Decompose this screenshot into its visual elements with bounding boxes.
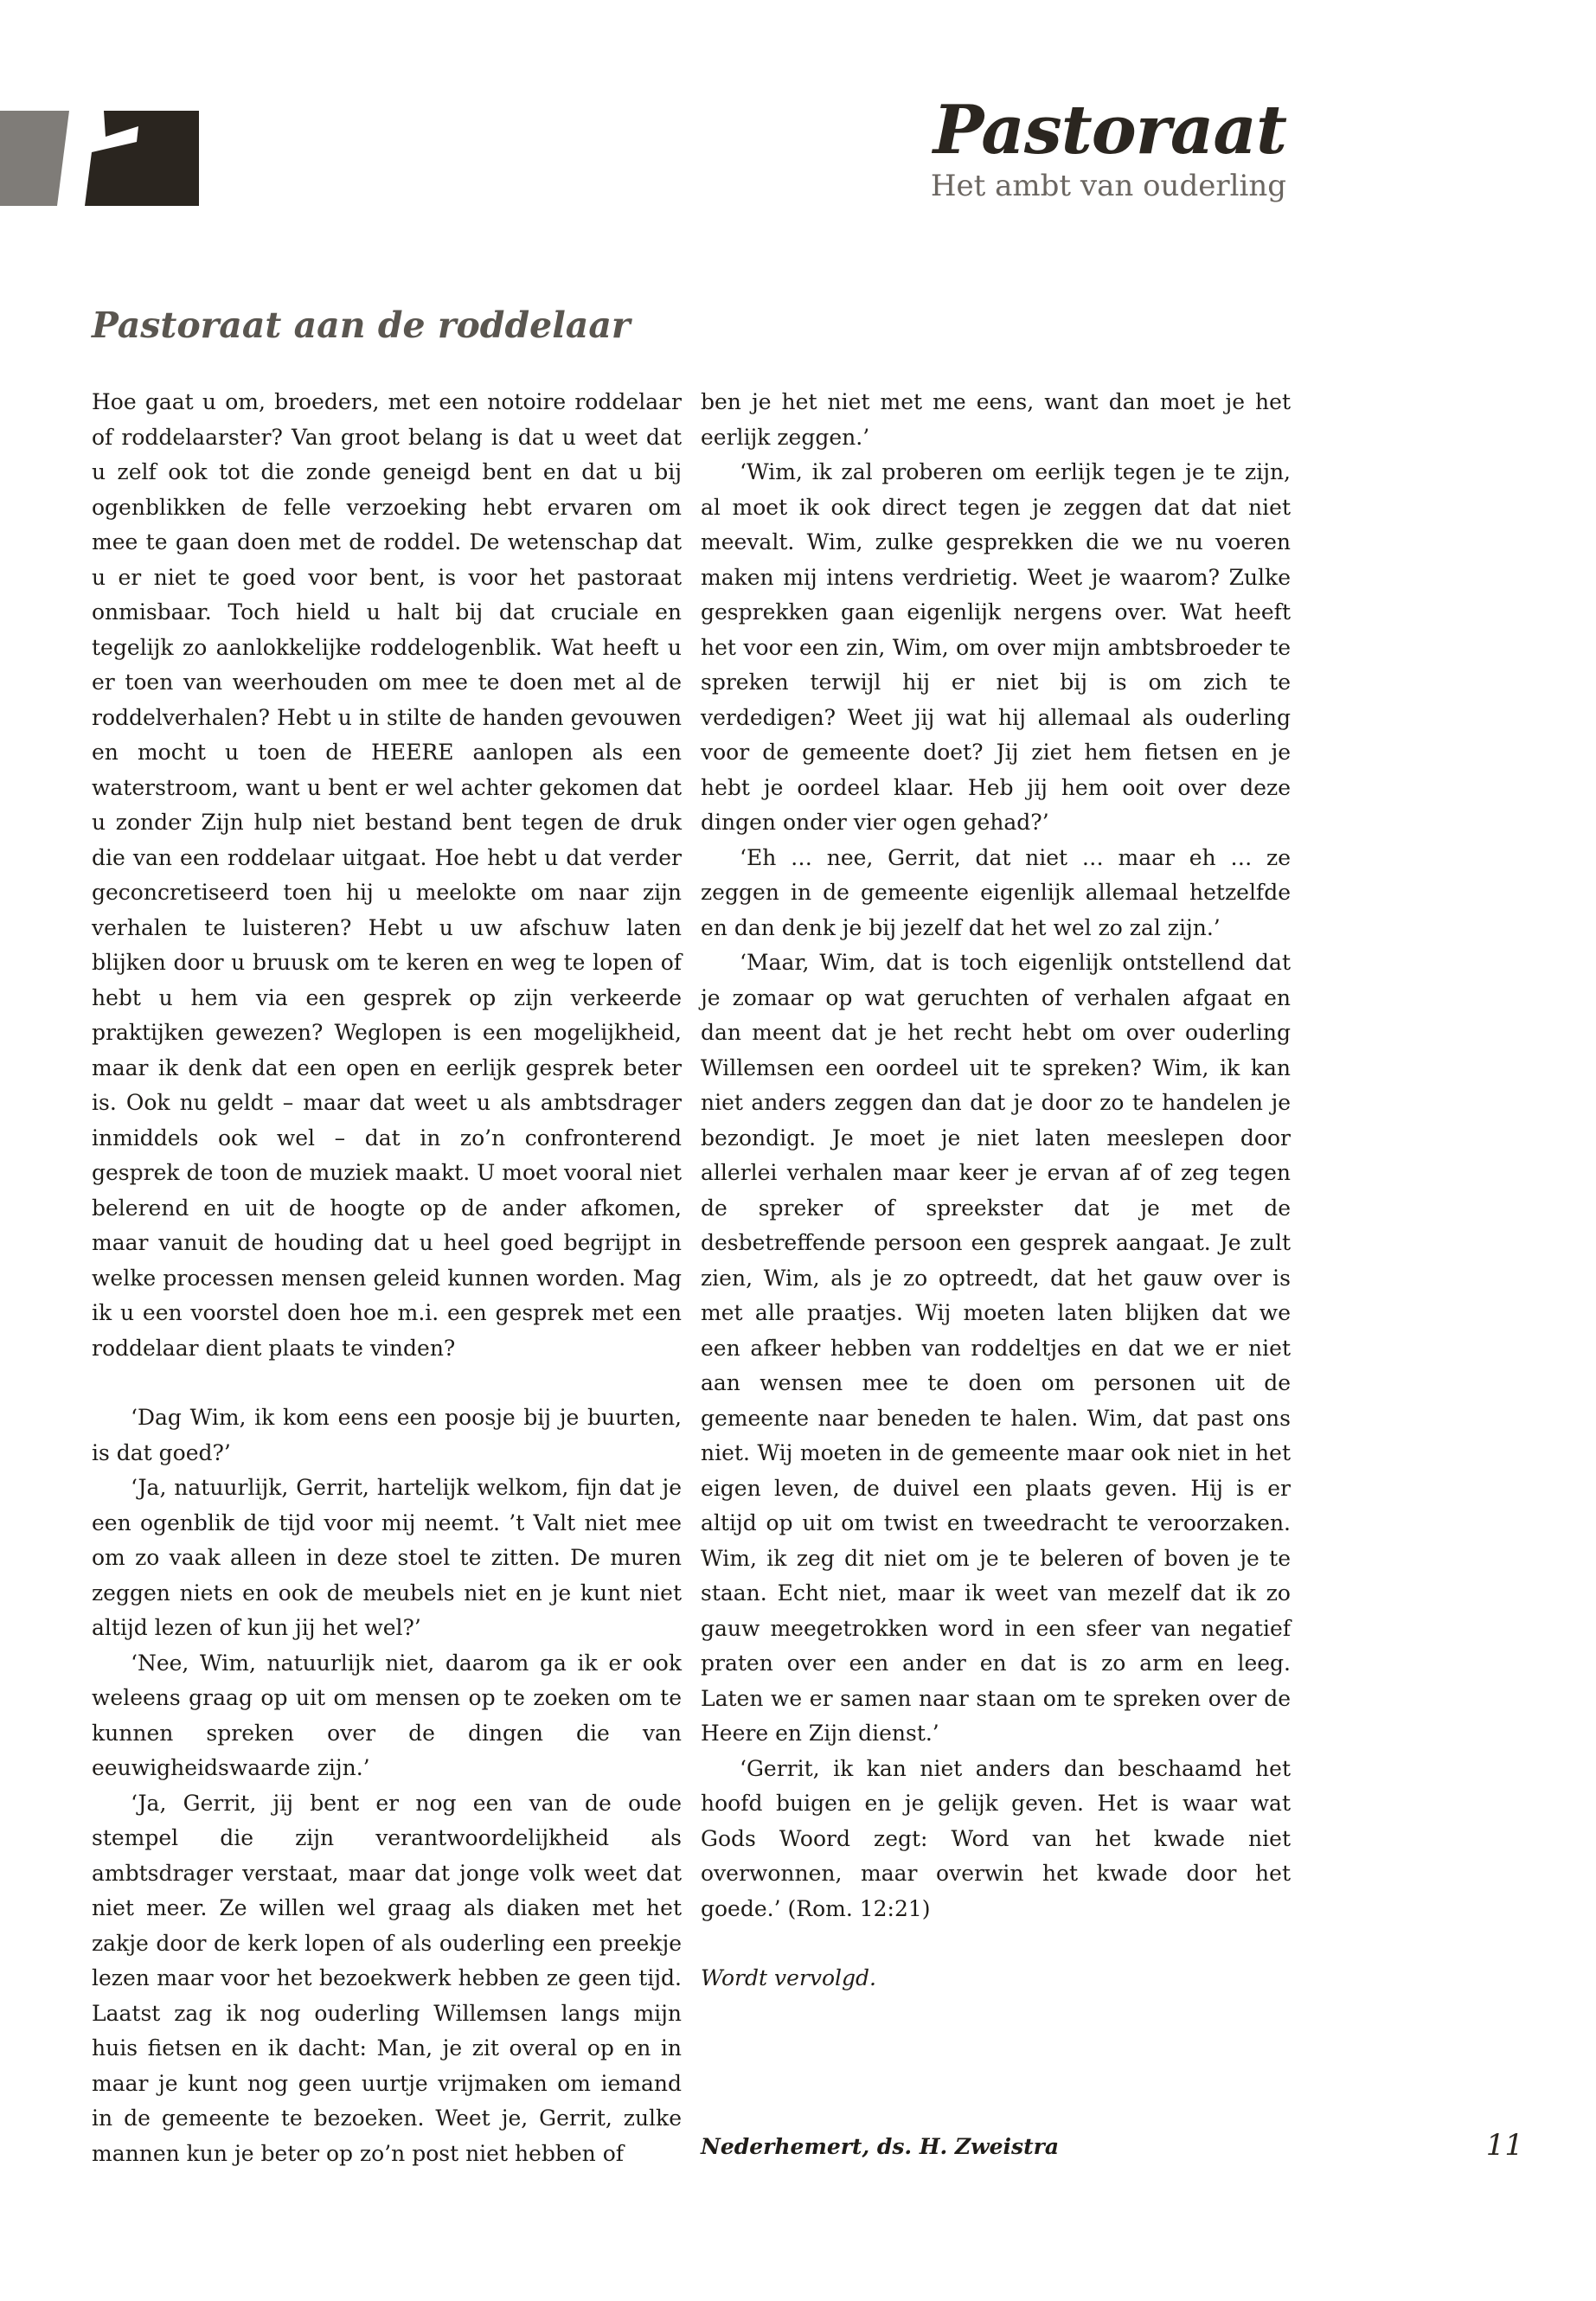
- to-be-continued-note: Wordt vervolgd.: [701, 1965, 876, 1990]
- article-column-right: [701, 385, 1291, 1997]
- paragraph: ‘Nee, Wim, natuurlijk niet, daarom ga ik er ook weleens graag op uit om mensen op te zoeken om te kunnen spreken over de dingen die van eeuwigheidswaarde zijn.’: [92, 1650, 682, 1780]
- paragraph: ‘Wim, ik zal proberen om eerlijk tegen je te zijn, al moet ik ook direct tegen je zeggen dat dat niet meevalt. Wim, zulke gesprekken die we nu voeren maken mij intens verdrietig. Weet je waarom? Zulke gesprekken gaan eigenlijk nergens over. Wat heeft het voor een zin, Wim, om over mijn ambtsbroeder te spreken terwijl hij er niet bij is om zich te verdedigen? Weet jij wat hij allemaal als ouderling voor de gemeente doet? Jij ziet hem fietsen en je hebt je oordeel klaar. Heb jij hem ooit over deze dingen onder vier ogen gehad?’: [701, 459, 1291, 835]
- logo-light-block: [0, 111, 69, 206]
- article-title: Pastoraat aan de roddelaar: [92, 304, 631, 346]
- logo-dark-hook: [85, 111, 199, 206]
- paragraph: ‘Ja, Gerrit, jij bent er nog een van de oude stempel die zijn verantwoordelijkheid als ambtsdrager verstaat, maar dat jonge volk weet dat niet meer. Ze willen wel graag als diaken met het zakje door de kerk lopen of als ouderling een preekje lezen maar voor het bezoekwerk hebben ze geen tijd. Laatst zag ik nog ouderling Willemsen langs mijn huis fietsen en ik dacht: Man, je zit overal op en in maar je kunt nog geen uurtje vrijmaken om iemand in de gemeente te bezoeken. Weet je, Gerrit, zulke mannen kun je beter op zo’n post niet hebben of: [92, 1790, 682, 2166]
- paragraph: ‘Maar, Wim, dat is toch eigenlijk ontstellend dat je zomaar op wat geruchten of verhalen afgaat en dan meent dat je het recht hebt om over ouderling Willemsen een oordeel uit te spreken? Wim, ik kan niet anders zeggen dan dat je door zo te handelen je bezondigt. Je moet je niet laten meeslepen door allerlei verhalen maar keer je ervan af of zeg tegen de spreker of spreekster dat je met de desbetreffende persoon een gesprek aangaat. Je zult zien, Wim, als je zo optreedt, dat het gauw over is met alle praatjes. Wij moeten laten blijken dat we een afkeer hebben van roddeltjes en dat we er niet aan wensen mee te doen om personen uit de gemeente naar beneden te halen. Wim, dat past ons niet. Wij moeten in de gemeente maar ook niet in het eigen leven, de duivel een plaats geven. Hij is er altijd op uit om twist en tweedracht te veroorzaken. Wim, ik zeg dit niet om je te beleren of boven je te staan. Echt niet, maar ik weet van mezelf dat ik zo gauw meegetrokken word in een sfeer van negatief praten over een ander en dat is zo arm en leeg. Laten we er samen naar staan om te spreken over de Heere en Zijn dienst.’: [701, 950, 1291, 1746]
- section-title: Pastoraat: [933, 91, 1286, 170]
- section-logo-icon: [0, 111, 203, 206]
- author-byline: Nederhemert, ds. H. Zweistra: [701, 2134, 1060, 2159]
- paragraph: ‘Gerrit, ik kan niet anders dan beschaamd het hoofd buigen en je gelijk geven. Het is waar wat Gods Woord zegt: Word van het kwade niet overwonnen, maar overwin het kwade door het goede.’ (Rom. 12:21): [701, 1755, 1291, 1921]
- article-column-left: [92, 385, 682, 2171]
- paragraph: ‘Dag Wim, ik kom eens een poosje bij je buurten, is dat goed?’: [92, 1405, 682, 1465]
- paragraph: ‘Eh … nee, Gerrit, dat niet … maar eh … ze zeggen in de gemeente eigenlijk allemaal hetzelfde en dan denk je bij jezelf dat het wel zo zal zijn.’: [701, 844, 1291, 940]
- paragraph: ben je het niet met me eens, want dan moet je het eerlijk zeggen.’: [701, 389, 1291, 450]
- section-subtitle: Het ambt van ouderling: [930, 169, 1286, 203]
- paragraph: ‘Ja, natuurlijk, Gerrit, hartelijk welkom, fijn dat je een ogenblik de tijd voor mij neemt. ’t Valt niet mee om zo vaak alleen in deze stoel te zitten. De muren zeggen niets en ook de meubels niet en je kunt niet altijd lezen of kun jij het wel?’: [92, 1475, 682, 1640]
- paragraph: Hoe gaat u om, broeders, met een notoire roddelaar of roddelaarster? Van groot belang is dat u weet dat u zelf ook tot die zonde geneigd bent en dat u bij ogenblikken de felle verzoeking hebt ervaren om mee te gaan doen met de roddel. De wetenschap dat u er niet te goed voor bent, is voor het pastoraat onmisbaar. Toch hield u halt bij dat cruciale en tegelijk zo aanlokkelijke roddelogenblik. Wat heeft u er toen van weerhouden om mee te doen met al de roddelverhalen? Hebt u in stilte de handen gevouwen en mocht u toen de HEERE aanlopen als een waterstroom, want u bent er wel achter gekomen dat u zonder Zijn hulp niet bestand bent tegen de druk die van een roddelaar uitgaat. Hoe hebt u dat verder geconcretiseerd toen hij u meelokte om naar zijn verhalen te luisteren? Hebt u uw afschuw laten blijken door u bruusk om te keren en weg te lopen of hebt u hem via een gesprek op zijn verkeerde praktijken gewezen? Weglopen is een mogelijkheid, maar ik denk dat een open en eerlijk gesprek beter is. Ook nu geldt – maar dat weet u als ambtsdrager inmiddels ook wel – dat in zo’n confronterend gesprek de toon de muziek maakt. U moet vooral niet belerend en uit de hoogte op de ander afkomen, maar vanuit de houding dat u heel goed begrijpt in welke processen mensen geleid kunnen worden. Mag ik u een voorstel doen hoe m.i. een gesprek met een roddelaar dient plaats te vinden?: [92, 389, 682, 1361]
- page-number: 11: [1485, 2128, 1523, 2163]
